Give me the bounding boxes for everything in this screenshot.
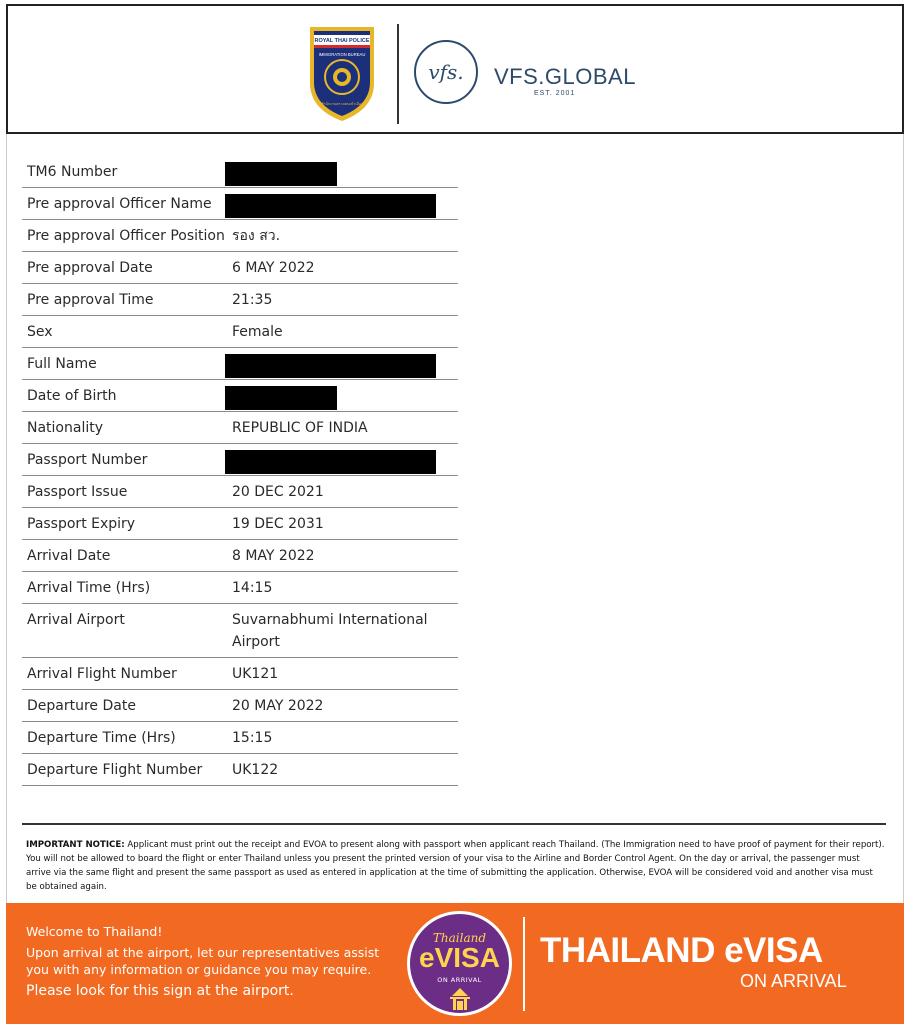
header-divider (397, 24, 399, 124)
notice-divider (22, 823, 886, 825)
notice-heading: IMPORTANT NOTICE: (26, 840, 125, 850)
field-value (230, 508, 458, 539)
field-value (230, 604, 458, 657)
banner-welcome: Welcome to Thailand! (26, 924, 163, 939)
field-value-text: 20 DEC 2021 (232, 484, 324, 500)
redaction-bar (225, 450, 436, 474)
field-row (22, 476, 458, 508)
field-label: Departure Time (Hrs) (27, 730, 176, 746)
badge-thai-text: สำนักงานตรวจคนเข้าเมือง (321, 102, 363, 106)
vfs-mark: vfs. (428, 60, 464, 84)
field-value (230, 188, 458, 219)
field-row (22, 658, 458, 690)
field-label: Arrival Flight Number (27, 666, 177, 682)
field-value (230, 444, 458, 475)
field-label: Arrival Date (27, 548, 111, 564)
field-row (22, 508, 458, 540)
banner-divider (523, 917, 525, 1011)
banner-subtitle: ON ARRIVAL (740, 971, 847, 991)
field-value (230, 540, 458, 571)
field-row (22, 188, 458, 220)
temple-icon (444, 988, 476, 1010)
field-value-text: 15:15 (232, 730, 273, 746)
field-value (230, 316, 458, 347)
field-value-text: REPUBLIC OF INDIA (232, 420, 368, 436)
seal-evisa: eVISA (419, 942, 500, 973)
field-value (230, 156, 458, 187)
field-row (22, 220, 458, 252)
field-label: Passport Number (27, 452, 148, 468)
field-label: Departure Flight Number (27, 762, 203, 778)
field-row (22, 690, 458, 722)
field-label: Passport Issue (27, 484, 128, 500)
notice-text: Applicant must print out the receipt and EVOA to present along with passport when applicant reach Thailand. (The Immigration need to have proof of payment for their report). You will not be allowed to board the flight or enter Thailand unless you present the printed version of your visa to the Airline and Border Control Agent. On the day or arrival, the passenger must arrive via the same flight and present the same passport as used as entered in application at the time of submitting the application. Otherwise, EVOA will be considered void and another visa must be obtained again. (26, 840, 885, 892)
field-row (22, 540, 458, 572)
field-row (22, 316, 458, 348)
redaction-bar (225, 386, 337, 410)
field-value-text: 21:35 (232, 292, 273, 308)
immigration-bureau-badge-icon (306, 25, 378, 123)
vfs-name: VFS.GLOBAL (494, 64, 636, 89)
field-value-text: Female (232, 324, 283, 340)
field-label: Pre approval Time (27, 292, 154, 308)
field-value-text: UK121 (232, 666, 279, 682)
field-value (230, 220, 458, 251)
field-value (230, 476, 458, 507)
field-value-text: 20 MAY 2022 (232, 698, 324, 714)
field-row (22, 252, 458, 284)
redaction-bar (225, 194, 436, 218)
field-value (230, 380, 458, 411)
field-label: Departure Date (27, 698, 136, 714)
field-label: Sex (27, 324, 53, 340)
field-value (230, 252, 458, 283)
field-label: Arrival Time (Hrs) (27, 580, 151, 596)
field-label: Nationality (27, 420, 104, 436)
field-value-text: 6 MAY 2022 (232, 260, 315, 276)
banner-title: THAILAND eVISA (540, 931, 823, 970)
document-header (6, 4, 904, 134)
seal-thailand: Thailand (432, 931, 487, 945)
field-value-text: Suvarnabhumi International (232, 612, 428, 628)
field-label: Full Name (27, 356, 97, 372)
field-label: Pre approval Date (27, 260, 153, 276)
field-row (22, 156, 458, 188)
badge-mid-text: IMMIGRATION BUREAU (318, 52, 366, 57)
field-value (230, 572, 458, 603)
field-label: Date of Birth (27, 388, 117, 404)
field-row (22, 572, 458, 604)
field-label: TM6 Number (27, 164, 118, 180)
field-row (22, 754, 458, 786)
field-value-text-line2: Airport (232, 634, 280, 650)
field-label: Passport Expiry (27, 516, 136, 532)
field-value (230, 754, 458, 785)
banner-description: Upon arrival at the airport, let our representatives assist you with any information or guidance you may require. (26, 945, 380, 977)
field-value-text: รอง สว. (232, 228, 281, 244)
field-row (22, 444, 458, 476)
field-value (230, 658, 458, 689)
field-value (230, 690, 458, 721)
evisa-seal-icon (407, 911, 512, 1016)
field-value-text: 14:15 (232, 580, 273, 596)
applicant-details-list (22, 156, 458, 786)
field-row (22, 348, 458, 380)
field-row (22, 284, 458, 316)
field-value-text: UK122 (232, 762, 279, 778)
field-value (230, 348, 458, 379)
banner-look-for-sign: Please look for this sign at the airport. (26, 983, 294, 999)
field-row (22, 722, 458, 754)
field-value (230, 722, 458, 753)
field-label: Arrival Airport (27, 612, 125, 628)
redaction-bar (225, 162, 337, 186)
redaction-bar (225, 354, 436, 378)
field-value-text: 8 MAY 2022 (232, 548, 315, 564)
welcome-banner (6, 903, 904, 1024)
field-value (230, 412, 458, 443)
field-row (22, 380, 458, 412)
field-label: Pre approval Officer Name (27, 196, 212, 212)
vfs-logo-icon (414, 40, 478, 104)
seal-on-arrival: ON ARRIVAL (437, 976, 482, 984)
field-value-text: 19 DEC 2031 (232, 516, 324, 532)
field-value (230, 284, 458, 315)
badge-top-text: ROYAL THAI POLICE (314, 38, 370, 44)
field-row (22, 604, 458, 658)
field-row (22, 412, 458, 444)
field-label: Pre approval Officer Position (27, 228, 225, 244)
vfs-established: EST. 2001 (534, 90, 576, 97)
important-notice (26, 838, 886, 894)
